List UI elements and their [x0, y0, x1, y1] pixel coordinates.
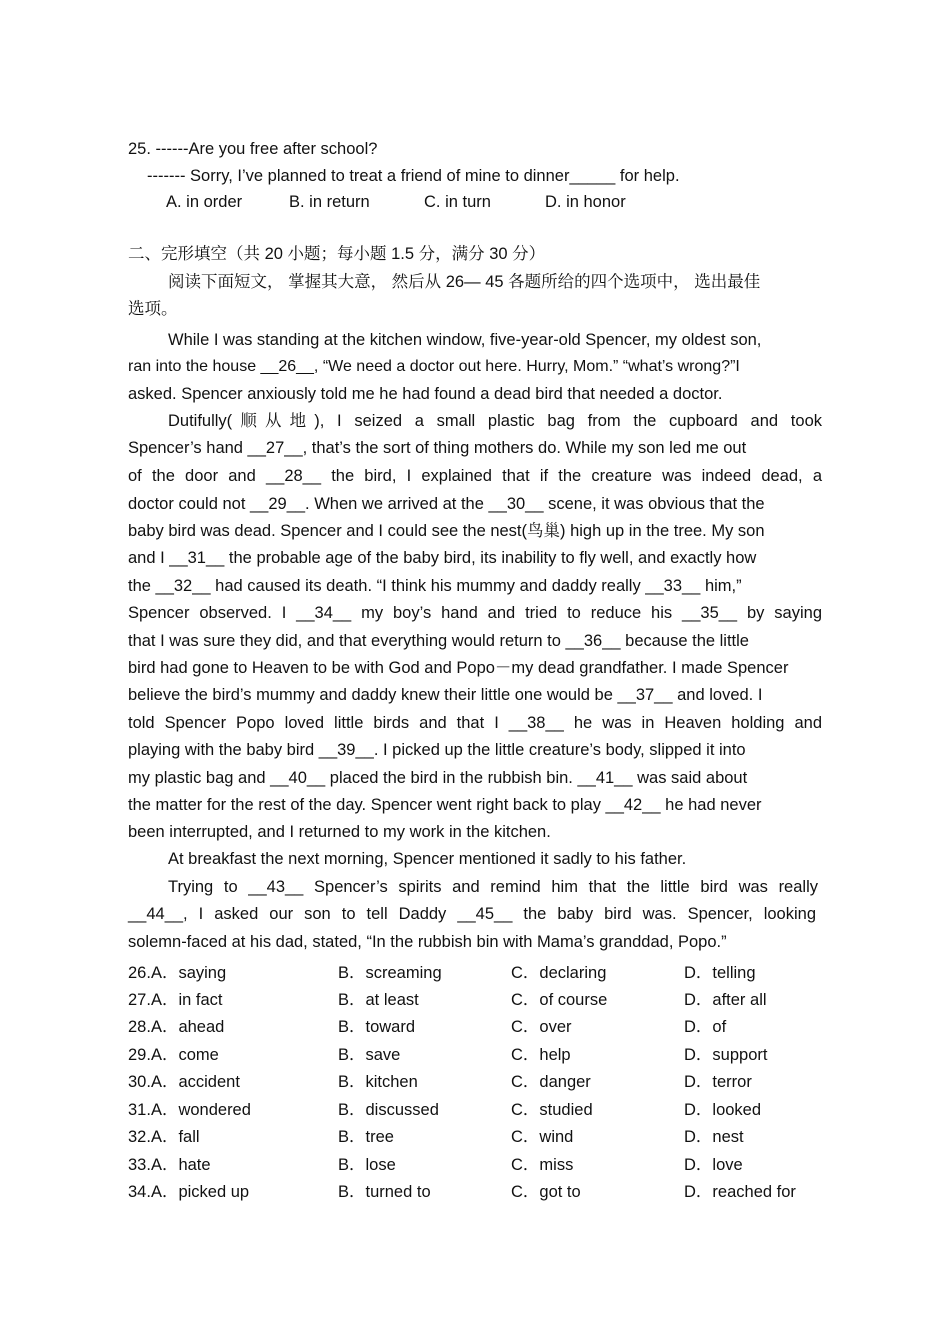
passage-line: ran into the house __26__, “We need a doctor out here. Hurry, Mom.” “what’s wrong?”I	[128, 358, 740, 375]
option-row-26	[128, 959, 848, 981]
option-c[interactable]: C．over	[511, 1018, 572, 1036]
passage-line: At breakfast the next morning, Spencer mentioned it sadly to his father.	[168, 850, 687, 868]
option-row-33	[128, 1151, 848, 1173]
option-a[interactable]: 31.A．wondered	[128, 1101, 251, 1119]
passage-line: and I __31__ the probable age of the baby bird, its inability to fly well, and exactly how	[128, 549, 757, 567]
option-b[interactable]: B．turned to	[338, 1183, 431, 1201]
section-instruction-cont: 选项。	[128, 300, 178, 318]
passage-line: told Spencer Popo loved little birds and that I __38__ he was in Heaven holding and	[128, 714, 822, 732]
option-c[interactable]: C．got to	[511, 1183, 581, 1201]
option-row-29	[128, 1041, 848, 1063]
option-d[interactable]: D．love	[684, 1156, 743, 1174]
option-c[interactable]: C．declaring	[511, 964, 607, 982]
passage-line: the matter for the rest of the day. Spencer went right back to play __42__ he had never	[128, 796, 762, 814]
passage-line: doctor could not __29__. When we arrived at the __30__ scene, it was obvious that the	[128, 495, 765, 513]
passage-line: playing with the baby bird __39__. I picked up the little creature’s body, slipped it into	[128, 741, 746, 759]
option-a[interactable]: 34.A．picked up	[128, 1183, 250, 1201]
option-c[interactable]: C．wind	[511, 1128, 574, 1146]
option-a[interactable]: 28.A．ahead	[128, 1018, 225, 1036]
passage-line: While I was standing at the kitchen window, five-year-old Spencer, my oldest son,	[168, 331, 762, 349]
option-d[interactable]: D．reached for	[684, 1183, 796, 1201]
option-d[interactable]: D．terror	[684, 1073, 752, 1091]
option-b[interactable]: B．save	[338, 1046, 401, 1064]
option-row-34	[128, 1178, 848, 1200]
option-a[interactable]: 32.A．fall	[128, 1128, 200, 1146]
option-row-28	[128, 1013, 848, 1035]
option-d[interactable]: D．support	[684, 1046, 768, 1064]
option-b[interactable]: B．at least	[338, 991, 419, 1009]
passage-line: __44__, I asked our son to tell Daddy __45__ the baby bird was. Spencer, looking	[128, 905, 816, 923]
passage-line: of the door and __28__ the bird, I explained that if the creature was indeed dead, a	[128, 467, 822, 485]
q25-option-a: A. in order	[166, 193, 243, 211]
passage-line: Spencer observed. I __34__ my boy’s hand and tried to reduce his __35__ by saying	[128, 604, 822, 622]
passage-line: baby bird was dead. Spencer and I could see the nest(鸟巢) high up in the tree. My son	[128, 522, 765, 540]
option-c[interactable]: C．danger	[511, 1073, 591, 1091]
option-b[interactable]: B．toward	[338, 1018, 416, 1036]
option-d[interactable]: D．telling	[684, 964, 756, 982]
option-a[interactable]: 33.A．hate	[128, 1156, 211, 1174]
q25-question: 25. ------Are you free after school?	[128, 140, 378, 158]
passage-line: believe the bird’s mummy and daddy knew their little one would be __37__ and loved. I	[128, 686, 763, 704]
option-a[interactable]: 26.A．saying	[128, 964, 227, 982]
option-c[interactable]: C．studied	[511, 1101, 593, 1119]
option-row-32	[128, 1123, 848, 1145]
passage-line: Dutifully(顺从地), I seized a small plastic bag from the cupboard and took	[168, 412, 822, 430]
option-d[interactable]: D．nest	[684, 1128, 744, 1146]
option-d[interactable]: D．looked	[684, 1101, 762, 1119]
passage-line: solemn-faced at his dad, stated, “In the rubbish bin with Mama’s granddad, Popo.”	[128, 933, 727, 951]
option-d[interactable]: D．of	[684, 1018, 727, 1036]
q25-options	[0, 193, 950, 215]
option-c[interactable]: C．of course	[511, 991, 608, 1009]
section-heading: 二、完形填空（共 20 小题；每小题 1.5 分，满分 30 分）	[128, 245, 546, 263]
option-b[interactable]: B．screaming	[338, 964, 442, 982]
option-b[interactable]: B．discussed	[338, 1101, 439, 1119]
passage-line: my plastic bag and __40__ placed the bird in the rubbish bin. __41__ was said about	[128, 769, 748, 787]
passage-line: bird had gone to Heaven to be with God and Popo－my dead grandfather. I made Spencer	[128, 659, 789, 677]
passage-line: Trying to __43__ Spencer’s spirits and remind him that the little bird was really	[168, 878, 818, 896]
option-a[interactable]: 27.A．in fact	[128, 991, 223, 1009]
passage-line: been interrupted, and I returned to my work in the kitchen.	[128, 823, 551, 841]
q25-option-d: D. in honor	[545, 193, 626, 211]
option-b[interactable]: B．tree	[338, 1128, 394, 1146]
option-row-30	[128, 1068, 848, 1090]
passage-line: Spencer’s hand __27__, that’s the sort of thing mothers do. While my son led me out	[128, 439, 747, 457]
option-c[interactable]: C．miss	[511, 1156, 574, 1174]
q25-option-b: B. in return	[289, 193, 370, 211]
option-b[interactable]: B．lose	[338, 1156, 396, 1174]
option-a[interactable]: 29.A．come	[128, 1046, 219, 1064]
passage-line: asked. Spencer anxiously told me he had found a dead bird that needed a doctor.	[128, 385, 723, 403]
option-b[interactable]: B．kitchen	[338, 1073, 418, 1091]
option-c[interactable]: C．help	[511, 1046, 571, 1064]
option-d[interactable]: D．after all	[684, 991, 767, 1009]
option-row-27	[128, 986, 848, 1008]
section-instruction: 阅读下面短文， 掌握其大意， 然后从 26— 45 各题所给的四个选项中， 选出最佳	[168, 273, 761, 291]
q25-option-c: C. in turn	[424, 193, 491, 211]
q25-response: ------- Sorry, I’ve planned to treat a friend of mine to dinner_____ for help.	[147, 167, 680, 185]
passage-line: that I was sure they did, and that everything would return to __36__ because the little	[128, 632, 749, 650]
passage-line: the __32__ had caused its death. “I think his mummy and daddy really __33__ him,”	[128, 577, 742, 595]
option-row-31	[128, 1096, 848, 1118]
option-a[interactable]: 30.A．accident	[128, 1073, 240, 1091]
